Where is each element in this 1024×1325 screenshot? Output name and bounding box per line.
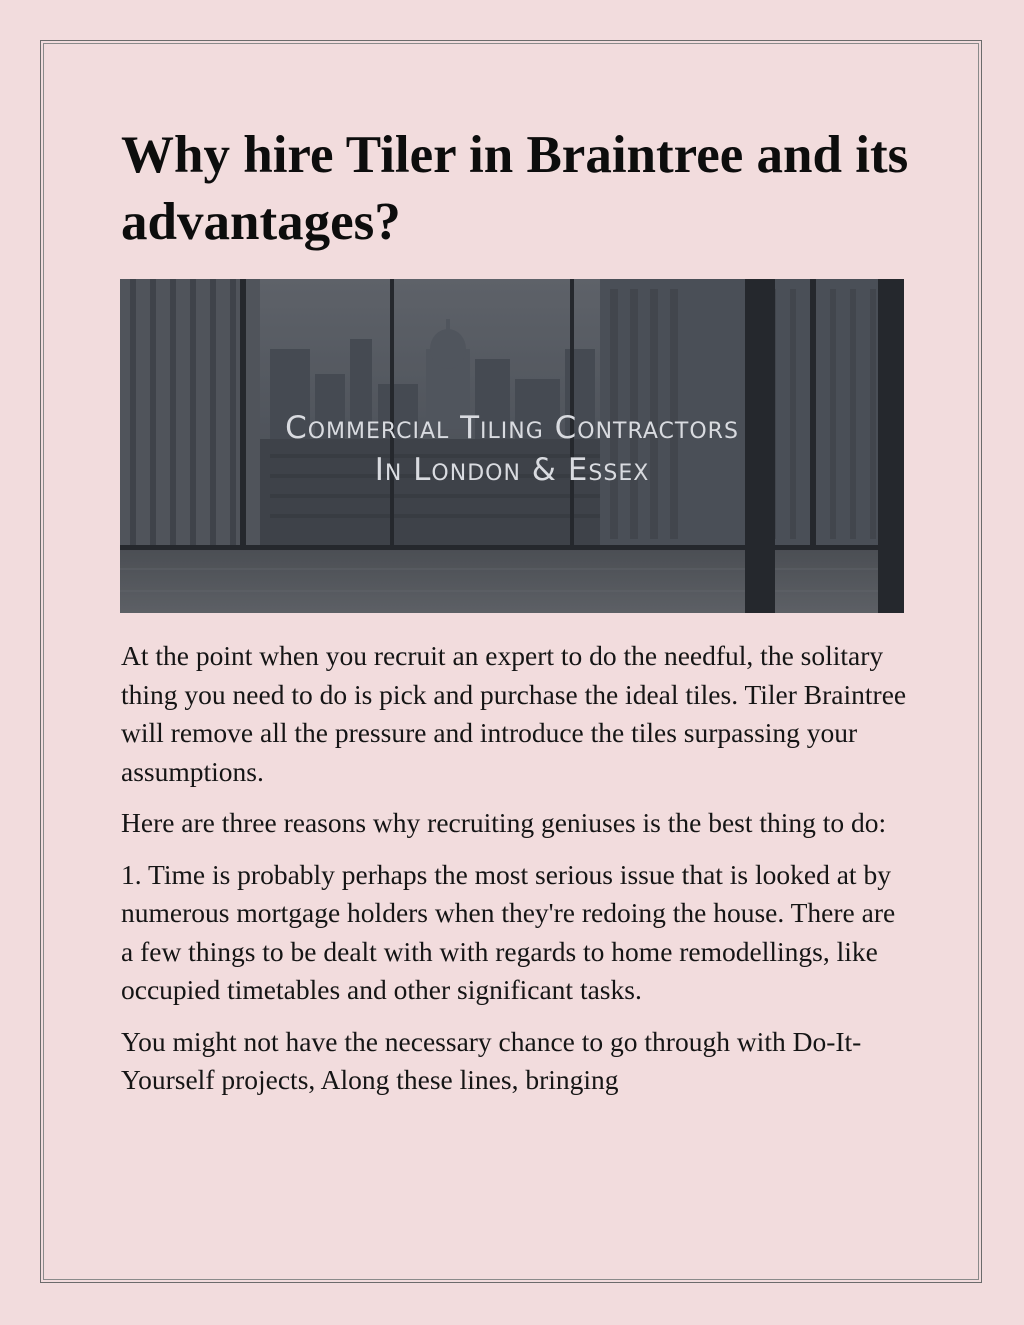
hero-caption — [120, 407, 904, 491]
hero-caption-line1: Commercial Tiling Contractors — [285, 410, 739, 446]
hero-caption-line2: In London & Essex — [374, 452, 650, 488]
article-body — [121, 637, 911, 1113]
paragraph-reason-1: 1. Time is probably perhaps the most serious issue that is looked at by numerous mortgage holders when they're redoing the house. There are a few things to be dealt with with regards to home remodellings, like occupied timetables and other significant tasks. — [121, 858, 896, 1005]
paragraph-reasons-lead: Here are three reasons why recruiting geniuses is the best thing to do: — [121, 807, 887, 838]
paragraph-continuation: You might not have the necessary chance to go through with Do-It-Yourself projects, Along these lines, bringing — [121, 1025, 862, 1095]
hero-image — [120, 279, 904, 613]
paragraph-intro: At the point when you recruit an expert to do the needful, the solitary thing you need to do is pick and purchase the ideal tiles. Tiler Braintree will remove all the pressure and introduce the tiles surpassing your assumptions. — [121, 640, 907, 787]
page-title: Why hire Tiler in Braintree and its advantages? — [121, 126, 909, 251]
